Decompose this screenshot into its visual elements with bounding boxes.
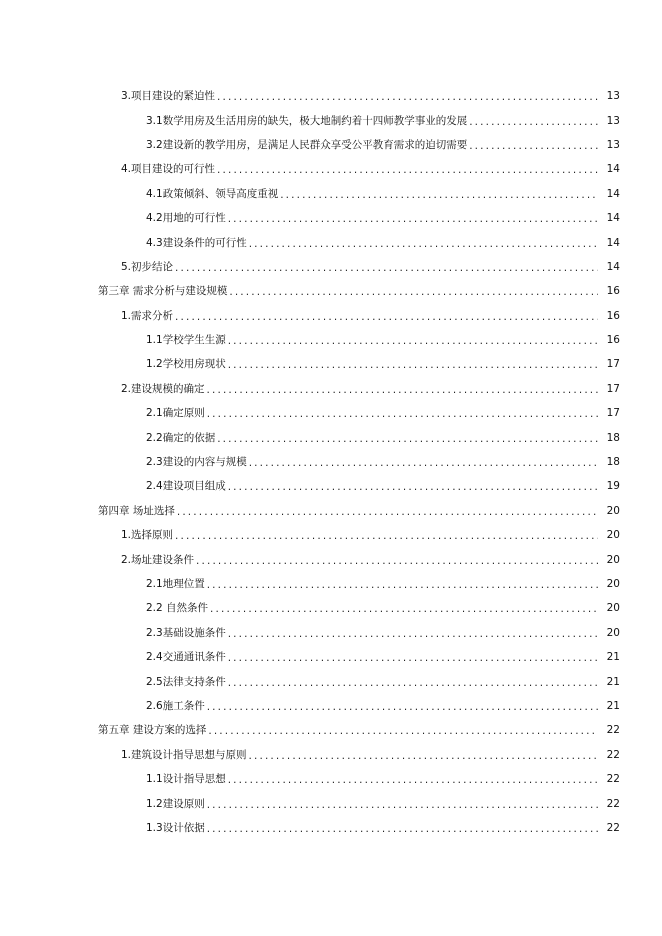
toc-page-number: 17 bbox=[606, 358, 620, 371]
toc-dot-leader bbox=[228, 628, 598, 640]
toc-chapter-entry[interactable] bbox=[0, 718, 662, 742]
toc-page-number: 18 bbox=[606, 456, 620, 469]
toc-page-number: 19 bbox=[606, 480, 620, 493]
toc-page-number: 22 bbox=[606, 797, 620, 810]
toc-section-entry[interactable] bbox=[0, 255, 662, 279]
toc-page-number: 14 bbox=[606, 187, 620, 200]
toc-section-entry[interactable] bbox=[0, 182, 662, 206]
toc-dot-leader bbox=[210, 603, 598, 615]
toc-dot-leader bbox=[207, 408, 598, 420]
toc-page-number: 13 bbox=[606, 114, 620, 127]
toc-entry-title: 1.建筑设计指导思想与原则 bbox=[121, 748, 247, 761]
toc-entry-title: 1.1学校学生生源 bbox=[146, 334, 226, 347]
toc-page-number: 17 bbox=[606, 382, 620, 395]
toc-section-entry[interactable] bbox=[0, 377, 662, 401]
toc-section-entry[interactable] bbox=[0, 157, 662, 181]
toc-entry-title: 4.2用地的可行性 bbox=[146, 212, 226, 225]
toc-entry-title: 2.2确定的依据 bbox=[146, 431, 216, 444]
toc-dot-leader bbox=[228, 481, 598, 493]
toc-dot-leader bbox=[175, 262, 598, 274]
toc-entry-title: 2.2 自然条件 bbox=[146, 602, 209, 615]
toc-page-number: 14 bbox=[606, 212, 620, 225]
toc-page-number: 14 bbox=[606, 260, 620, 273]
toc-entry-title: 2.3建设的内容与规模 bbox=[146, 456, 247, 469]
toc-entry-title: 第四章 场址选择 bbox=[98, 504, 175, 517]
toc-entry-title: 1.2建设原则 bbox=[146, 797, 205, 810]
toc-page-number: 22 bbox=[606, 773, 620, 786]
toc-page-number: 17 bbox=[606, 407, 620, 420]
toc-dot-leader bbox=[177, 506, 598, 518]
toc-section-entry[interactable] bbox=[0, 816, 662, 840]
toc-section-entry[interactable] bbox=[0, 108, 662, 132]
toc-dot-leader bbox=[207, 823, 598, 835]
toc-section-entry[interactable] bbox=[0, 596, 662, 620]
toc-entry-title: 4.3建设条件的可行性 bbox=[146, 236, 247, 249]
toc-page-number: 20 bbox=[606, 578, 620, 590]
toc-dot-leader bbox=[249, 750, 598, 762]
toc-section-entry[interactable] bbox=[0, 133, 662, 157]
toc-dot-leader bbox=[217, 91, 598, 103]
toc-page-number: 13 bbox=[606, 138, 620, 151]
toc-entry-title: 1.1设计指导思想 bbox=[146, 773, 226, 786]
toc-entry-title: 2.4交通通讯条件 bbox=[146, 651, 226, 664]
toc-section-entry[interactable] bbox=[0, 694, 662, 718]
toc-dot-leader bbox=[207, 799, 598, 811]
toc-page-number: 20 bbox=[606, 602, 620, 615]
toc-dot-leader bbox=[249, 238, 598, 250]
toc-page-number: 14 bbox=[606, 236, 620, 249]
toc-page-number: 22 bbox=[606, 821, 620, 834]
toc-dot-leader bbox=[175, 530, 598, 542]
toc-page-number: 21 bbox=[606, 675, 620, 688]
toc-section-entry[interactable] bbox=[0, 425, 662, 449]
toc-page-number: 20 bbox=[606, 529, 620, 542]
toc-page-number: 16 bbox=[606, 309, 620, 322]
toc-section-entry[interactable] bbox=[0, 352, 662, 376]
toc-page-number: 16 bbox=[606, 334, 620, 347]
toc-entry-title: 2.6施工条件 bbox=[146, 699, 205, 712]
toc-dot-leader bbox=[217, 433, 598, 445]
toc-entry-title: 2.场址建设条件 bbox=[121, 553, 195, 566]
toc-entry-title: 4.项目建设的可行性 bbox=[121, 163, 216, 176]
toc-entry-title: 第三章 需求分析与建设规模 bbox=[98, 285, 228, 298]
toc-entry-title: 3.项目建设的紧迫性 bbox=[121, 90, 216, 103]
toc-entry-title: 2.1确定原则 bbox=[146, 407, 205, 420]
toc-entry-title: 1.3设计依据 bbox=[146, 821, 205, 834]
toc-dot-leader bbox=[229, 286, 598, 298]
toc-entry-title: 1.选择原则 bbox=[121, 529, 174, 542]
toc-section-entry[interactable] bbox=[0, 767, 662, 791]
toc-dot-leader bbox=[217, 164, 598, 176]
toc-entry-title: 2.建设规模的确定 bbox=[121, 382, 205, 395]
toc-section-entry[interactable] bbox=[0, 304, 662, 328]
toc-entry-title: 4.1政策倾斜、领导高度重视 bbox=[146, 187, 279, 200]
toc-page-number: 20 bbox=[606, 553, 620, 566]
toc-dot-leader bbox=[228, 677, 598, 689]
toc-dot-leader bbox=[228, 359, 598, 371]
toc-entry-title: 第五章 建设方案的选择 bbox=[98, 724, 207, 737]
toc-dot-leader bbox=[207, 384, 598, 396]
toc-dot-leader bbox=[208, 725, 598, 737]
toc-section-entry[interactable] bbox=[0, 645, 662, 669]
toc-entry-title: 2.5法律支持条件 bbox=[146, 675, 226, 688]
toc-page-number: 13 bbox=[606, 90, 620, 103]
toc-entry-title: 2.1地理位置 bbox=[146, 578, 205, 590]
toc-page-number: 20 bbox=[606, 626, 620, 639]
toc-section-entry[interactable] bbox=[0, 547, 662, 571]
toc-page-number: 20 bbox=[606, 504, 620, 517]
toc-dot-leader bbox=[228, 652, 598, 664]
toc-dot-leader bbox=[196, 555, 598, 567]
toc-dot-leader bbox=[207, 579, 598, 591]
toc-section-entry[interactable] bbox=[0, 206, 662, 230]
toc-page-number: 22 bbox=[606, 748, 620, 761]
toc-dot-leader bbox=[228, 213, 598, 225]
toc-dot-leader bbox=[249, 457, 598, 469]
toc-section-entry[interactable] bbox=[0, 621, 662, 645]
toc-dot-leader bbox=[469, 140, 598, 152]
toc-page-number: 22 bbox=[606, 724, 620, 737]
toc-entry-title: 2.3基础设施条件 bbox=[146, 626, 226, 639]
toc-entry-title: 2.4建设项目组成 bbox=[146, 480, 226, 493]
toc-dot-leader bbox=[469, 116, 598, 128]
toc-entry-title: 1.2学校用房现状 bbox=[146, 358, 226, 371]
toc-section-entry[interactable] bbox=[0, 230, 662, 254]
toc-page-number: 16 bbox=[606, 285, 620, 298]
toc-section-entry[interactable] bbox=[0, 328, 662, 352]
toc-entry-title: 3.2建设新的教学用房，是满足人民群众享受公平教育需求的迫切需要 bbox=[146, 138, 468, 151]
toc-section-entry[interactable] bbox=[0, 450, 662, 474]
toc-page-number: 21 bbox=[606, 699, 620, 712]
toc-section-entry[interactable] bbox=[0, 791, 662, 815]
toc-section-entry[interactable] bbox=[0, 572, 662, 596]
toc-page-number: 18 bbox=[606, 431, 620, 444]
table-of-contents bbox=[0, 84, 662, 840]
toc-section-entry[interactable] bbox=[0, 743, 662, 767]
toc-section-entry[interactable] bbox=[0, 84, 662, 108]
toc-chapter-entry[interactable] bbox=[0, 499, 662, 523]
toc-dot-leader bbox=[207, 701, 598, 713]
toc-section-entry[interactable] bbox=[0, 474, 662, 498]
toc-entry-title: 5.初步结论 bbox=[121, 260, 174, 273]
toc-page-number: 21 bbox=[606, 651, 620, 664]
toc-dot-leader bbox=[228, 774, 598, 786]
toc-chapter-entry[interactable] bbox=[0, 279, 662, 303]
toc-section-entry[interactable] bbox=[0, 401, 662, 425]
toc-section-entry[interactable] bbox=[0, 523, 662, 547]
toc-entry-title: 1.需求分析 bbox=[121, 309, 174, 322]
toc-dot-leader bbox=[280, 189, 598, 201]
toc-section-entry[interactable] bbox=[0, 669, 662, 693]
toc-entry-title: 3.1数学用房及生活用房的缺失，极大地制约着十四师教学事业的发展 bbox=[146, 114, 468, 127]
toc-dot-leader bbox=[228, 335, 598, 347]
toc-page-number: 14 bbox=[606, 163, 620, 176]
toc-dot-leader bbox=[175, 311, 598, 323]
